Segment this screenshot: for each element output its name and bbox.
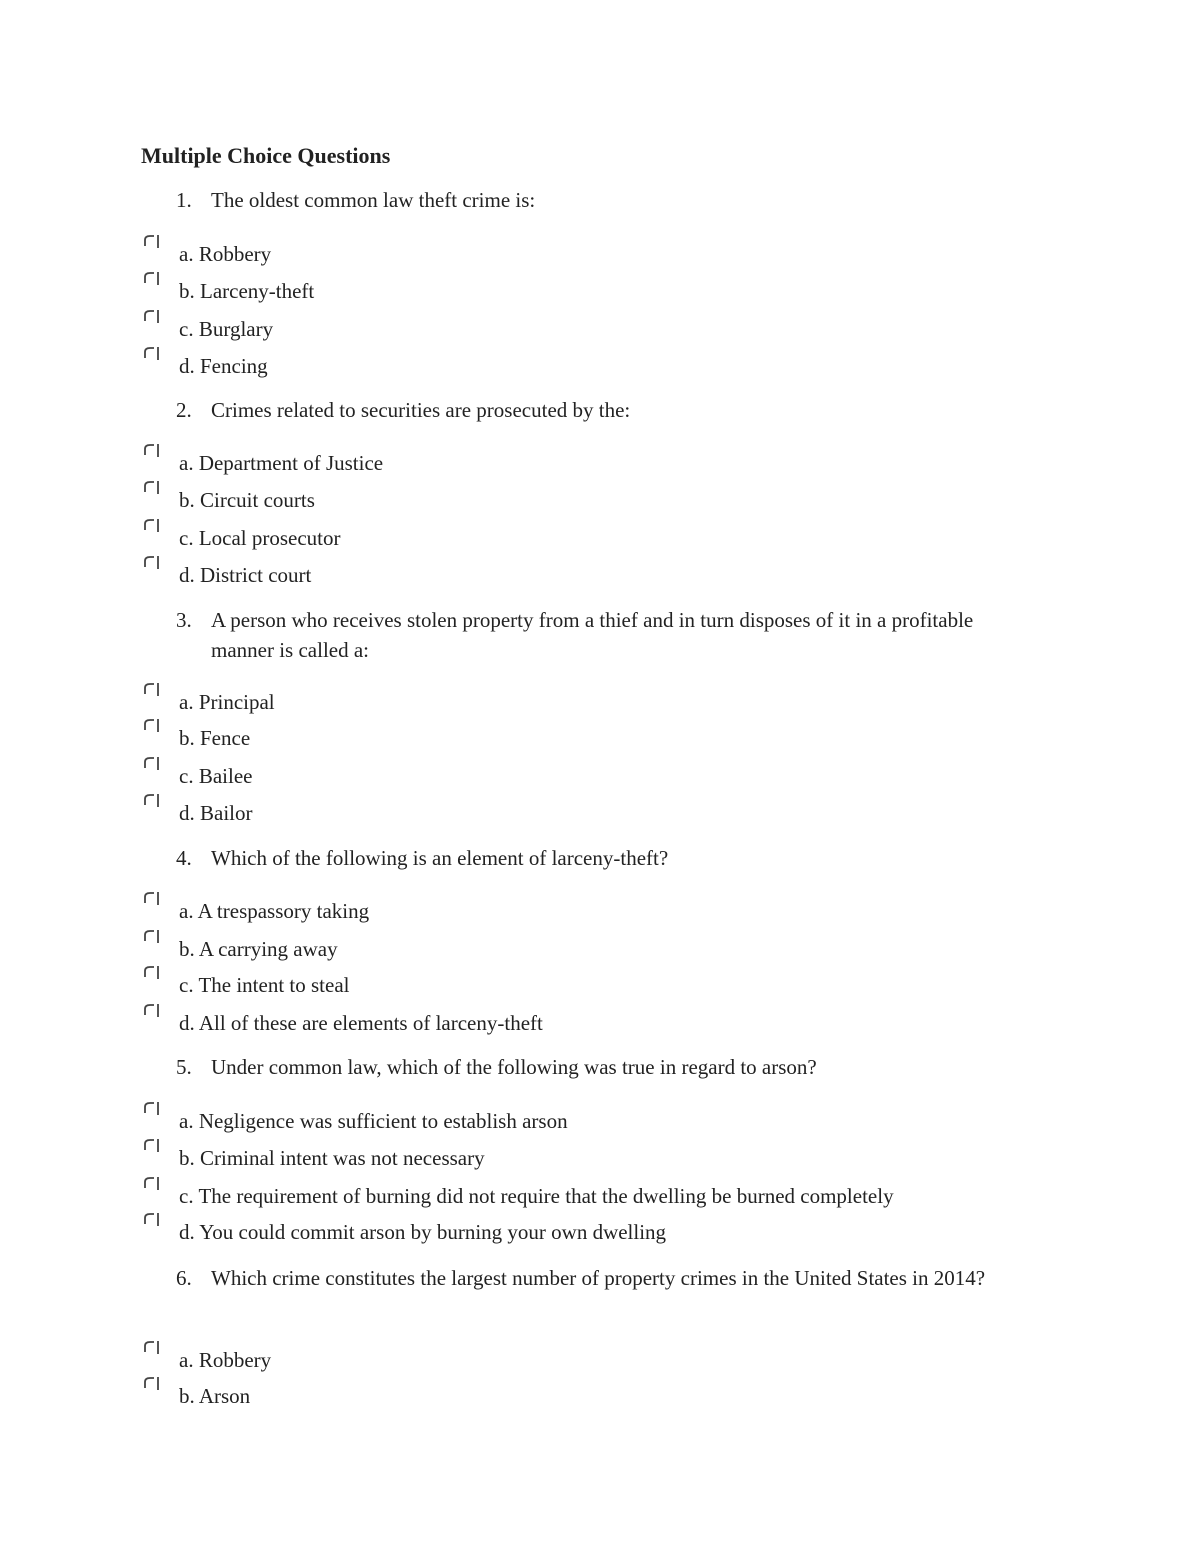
option-4c[interactable] [141, 970, 1041, 1000]
option-1a[interactable] [141, 239, 1041, 269]
option-label: a. Robbery [179, 242, 272, 266]
radio-icon[interactable] [142, 717, 162, 737]
option-5a[interactable] [141, 1106, 1041, 1136]
option-label: a. Negligence was sufficient to establish arson [179, 1109, 568, 1133]
radio-icon[interactable] [142, 1375, 162, 1395]
option-label: a. Robbery [179, 1348, 272, 1372]
question-2 [176, 395, 1036, 425]
option-2b[interactable] [141, 485, 1041, 515]
option-label: b. Larceny-theft [179, 279, 315, 303]
question-3 [176, 605, 1036, 665]
question-6 [176, 1263, 1036, 1293]
option-label: a. Principal [179, 690, 275, 714]
question-text: Which of the following is an element of larceny-theft? [211, 846, 669, 870]
radio-icon[interactable] [142, 890, 162, 910]
question-number: 1. [176, 188, 192, 212]
option-label: a. Department of Justice [179, 451, 384, 475]
option-label: b. Criminal intent was not necessary [179, 1146, 485, 1170]
question-text: Crimes related to securities are prosecuted by the: [211, 398, 631, 422]
option-3c[interactable] [141, 761, 1041, 791]
question-5 [176, 1052, 1036, 1082]
radio-icon[interactable] [142, 1211, 162, 1231]
radio-icon[interactable] [142, 270, 162, 290]
option-label: b. Arson [179, 1384, 251, 1408]
radio-icon[interactable] [142, 517, 162, 537]
radio-icon[interactable] [142, 964, 162, 984]
option-6a[interactable] [141, 1345, 1041, 1375]
page-heading: Multiple Choice Questions [141, 143, 391, 168]
option-label: d. You could commit arson by burning your own dwelling [179, 1220, 667, 1244]
option-3d[interactable] [141, 798, 1041, 828]
radio-icon[interactable] [142, 442, 162, 462]
option-label: c. Burglary [179, 317, 274, 341]
radio-icon[interactable] [142, 308, 162, 328]
option-1c[interactable] [141, 314, 1041, 344]
radio-icon[interactable] [142, 1002, 162, 1022]
radio-icon[interactable] [142, 681, 162, 701]
option-label: b. A carrying away [179, 937, 338, 961]
option-label: c. The intent to steal [179, 973, 350, 997]
option-label: d. Fencing [179, 354, 268, 378]
radio-icon[interactable] [142, 755, 162, 775]
radio-icon[interactable] [142, 792, 162, 812]
question-4 [176, 843, 1036, 873]
option-label: d. District court [179, 563, 312, 587]
question-text: Which crime constitutes the largest number of property crimes in the United States in 2014? [211, 1266, 986, 1290]
radio-icon[interactable] [142, 479, 162, 499]
option-5d[interactable] [141, 1217, 1041, 1247]
question-number: 6. [176, 1266, 192, 1290]
question-number: 5. [176, 1055, 192, 1079]
option-4d[interactable] [141, 1008, 1041, 1038]
option-label: d. All of these are elements of larceny-theft [179, 1011, 543, 1035]
option-1b[interactable] [141, 276, 1041, 306]
radio-icon[interactable] [142, 1175, 162, 1195]
option-label: a. A trespassory taking [179, 899, 370, 923]
radio-icon[interactable] [142, 1137, 162, 1157]
question-text: The oldest common law theft crime is: [211, 188, 536, 212]
radio-icon[interactable] [142, 345, 162, 365]
question-number: 3. [176, 608, 192, 632]
option-1d[interactable] [141, 351, 1041, 381]
option-2a[interactable] [141, 448, 1041, 478]
option-2c[interactable] [141, 523, 1041, 553]
question-1 [176, 185, 1036, 215]
question-number: 2. [176, 398, 192, 422]
option-2d[interactable] [141, 560, 1041, 590]
radio-icon[interactable] [142, 928, 162, 948]
option-label: b. Fence [179, 726, 251, 750]
radio-icon[interactable] [142, 554, 162, 574]
option-3b[interactable] [141, 723, 1041, 753]
radio-icon[interactable] [142, 233, 162, 253]
radio-icon[interactable] [142, 1339, 162, 1359]
question-text: A person who receives stolen property from a thief and in turn disposes of it in a profitable manner is called a: [211, 608, 974, 662]
radio-icon[interactable] [142, 1100, 162, 1120]
option-5b[interactable] [141, 1143, 1041, 1173]
question-number: 4. [176, 846, 192, 870]
option-4a[interactable] [141, 896, 1041, 926]
option-label: c. Local prosecutor [179, 526, 341, 550]
option-label: c. The requirement of burning did not require that the dwelling be burned completely [179, 1184, 894, 1208]
option-6b[interactable] [141, 1381, 1041, 1411]
option-label: b. Circuit courts [179, 488, 315, 512]
question-text: Under common law, which of the following was true in regard to arson? [211, 1055, 817, 1079]
option-label: d. Bailor [179, 801, 253, 825]
option-4b[interactable] [141, 934, 1041, 964]
option-5c[interactable] [141, 1181, 1041, 1211]
option-3a[interactable] [141, 687, 1041, 717]
option-label: c. Bailee [179, 764, 253, 788]
